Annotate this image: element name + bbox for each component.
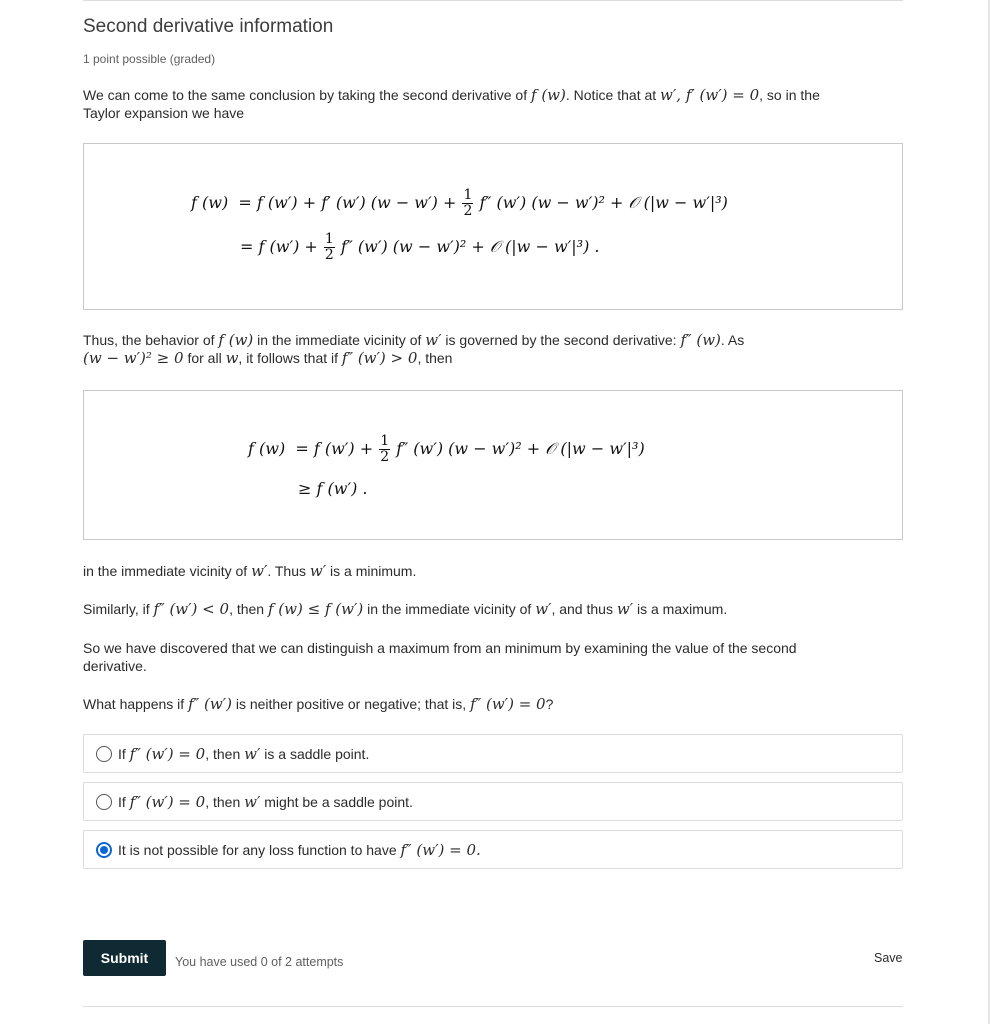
- math-w-prime: w′: [244, 745, 261, 763]
- equation-term: f″ (w′) (w − w′)² + 𝒪 (|w − w′|³): [396, 439, 645, 458]
- math-fpp-zero: f″ (w′) = 0: [470, 695, 546, 713]
- equation-term: f″ (w′) (w − w′)² + 𝒪 (|w − w′|³): [479, 193, 728, 212]
- fraction-denominator: 2: [324, 247, 334, 263]
- points-label: 1 point possible (graded): [83, 52, 216, 66]
- fraction-denominator: 2: [380, 449, 390, 465]
- equation-line: [298, 479, 367, 498]
- submit-button[interactable]: Submit: [83, 940, 166, 976]
- text-span: If: [118, 746, 130, 762]
- text-span: If: [118, 794, 130, 810]
- text-span: is a saddle point.: [260, 746, 370, 762]
- text-span: is governed by the second derivative:: [441, 332, 681, 348]
- equation-line: [248, 434, 645, 465]
- option-label: [118, 793, 413, 811]
- answer-option-2[interactable]: [83, 782, 903, 821]
- equation-term: = f (w′) +: [295, 439, 374, 458]
- text-span: is a maximum.: [633, 601, 728, 617]
- equation-line: [240, 232, 600, 263]
- math-f-le: f (w) ≤ f (w′): [267, 600, 364, 618]
- text-span: Similarly, if: [83, 601, 154, 617]
- math-fprime-zero: w′, f′ (w′) = 0: [660, 86, 760, 104]
- vicinity-paragraph: [83, 331, 883, 367]
- math-fpp-positive: f″ (w′) > 0: [341, 349, 418, 367]
- math-w-prime: w′: [244, 793, 261, 811]
- text-span: in the immediate vicinity of: [253, 332, 426, 348]
- text-span: , it follows that if: [238, 350, 342, 366]
- text-span: . Thus: [267, 563, 310, 579]
- text-span: . Notice that at: [565, 87, 661, 103]
- fraction-half: [324, 232, 335, 263]
- text-span: , then: [205, 794, 245, 810]
- text-span: , so in the: [759, 87, 820, 103]
- math-w-prime: w′: [616, 600, 634, 618]
- summary-paragraph: So we have discovered that we can distinguish a maximum from an minimum by examining the value of the second derivative.: [83, 640, 797, 674]
- math-fpp-negative: f″ (w′) < 0: [153, 600, 230, 618]
- math-fpp-zero: f″ (w′) = 0.: [400, 841, 481, 859]
- intro-paragraph: [83, 86, 883, 122]
- question-prompt: [83, 695, 883, 713]
- equation-lhs: f (w): [248, 439, 286, 458]
- bottom-divider: [83, 1006, 903, 1007]
- math-w-prime: w′: [535, 600, 552, 618]
- answer-option-1[interactable]: [83, 734, 903, 773]
- equation-term: = f (w′) + f′ (w′) (w − w′) +: [238, 193, 457, 212]
- fraction-numerator: 1: [380, 433, 390, 449]
- math-f-w: f (w): [218, 331, 254, 349]
- fraction-denominator: 2: [463, 203, 473, 219]
- radio-button[interactable]: [96, 746, 112, 762]
- text-span: for all: [183, 350, 226, 366]
- text-span: , then: [205, 746, 245, 762]
- text-span: . As: [720, 332, 745, 348]
- equation-term: = f (w′) +: [240, 237, 318, 256]
- text-span: is a minimum.: [326, 563, 417, 579]
- math-w-prime: w′: [425, 331, 442, 349]
- problem-title: Second derivative information: [83, 16, 334, 37]
- radio-button[interactable]: [96, 794, 112, 810]
- math-w: w: [225, 349, 239, 367]
- text-span: ?: [545, 696, 554, 712]
- minimum-paragraph: [83, 562, 883, 580]
- text-span: It is not possible for any loss function to have: [118, 842, 401, 858]
- attempts-counter: You have used 0 of 2 attempts: [175, 955, 344, 969]
- radio-button-selected[interactable]: [96, 842, 112, 858]
- top-divider: [83, 0, 903, 1]
- save-button[interactable]: Save: [874, 951, 903, 965]
- text-span: Taylor expansion we have: [83, 105, 245, 121]
- option-label: [118, 841, 481, 859]
- option-label: [118, 745, 369, 763]
- equation-lhs: f (w): [191, 193, 229, 212]
- maximum-paragraph: [83, 600, 883, 618]
- text-span: might be a saddle point.: [260, 794, 413, 810]
- equation-term: f″ (w′) (w − w′)² + 𝒪 (|w − w′|³) .: [340, 237, 600, 256]
- text-span: Thus, the behavior of: [83, 332, 219, 348]
- fraction-numerator: 1: [463, 187, 473, 203]
- fraction-half: [462, 188, 473, 219]
- equation-line: [191, 188, 728, 219]
- math-fpp-zero: f″ (w′) = 0: [129, 745, 206, 763]
- text-span: in the immediate vicinity of: [363, 601, 536, 617]
- text-span: What happens if: [83, 696, 189, 712]
- text-span: in the immediate vicinity of: [83, 563, 252, 579]
- answer-option-3[interactable]: [83, 830, 903, 869]
- math-square-nonneg: (w − w′)² ≥ 0: [83, 349, 184, 367]
- text-span: is neither positive or negative; that is,: [231, 696, 471, 712]
- math-w-prime: w′: [251, 562, 268, 580]
- text-span: , then: [417, 350, 453, 366]
- math-fpp-w: f″ (w): [680, 331, 721, 349]
- text-span: , then: [229, 601, 268, 617]
- fraction-numerator: 1: [324, 231, 334, 247]
- minimum-inequality-box: [83, 390, 903, 540]
- math-f-w: f (w): [531, 86, 566, 104]
- text-span: We can come to the same conclusion by taking the second derivative of: [83, 87, 531, 103]
- equation-term: ≥ f (w′) .: [298, 479, 368, 498]
- taylor-expansion-box: [83, 143, 903, 310]
- fraction-half: [379, 434, 390, 465]
- math-w-prime: w′: [309, 562, 327, 580]
- math-fpp-zero: f″ (w′) = 0: [129, 793, 206, 811]
- text-span: , and thus: [551, 601, 617, 617]
- math-fpp-wp: f″ (w′): [188, 695, 232, 713]
